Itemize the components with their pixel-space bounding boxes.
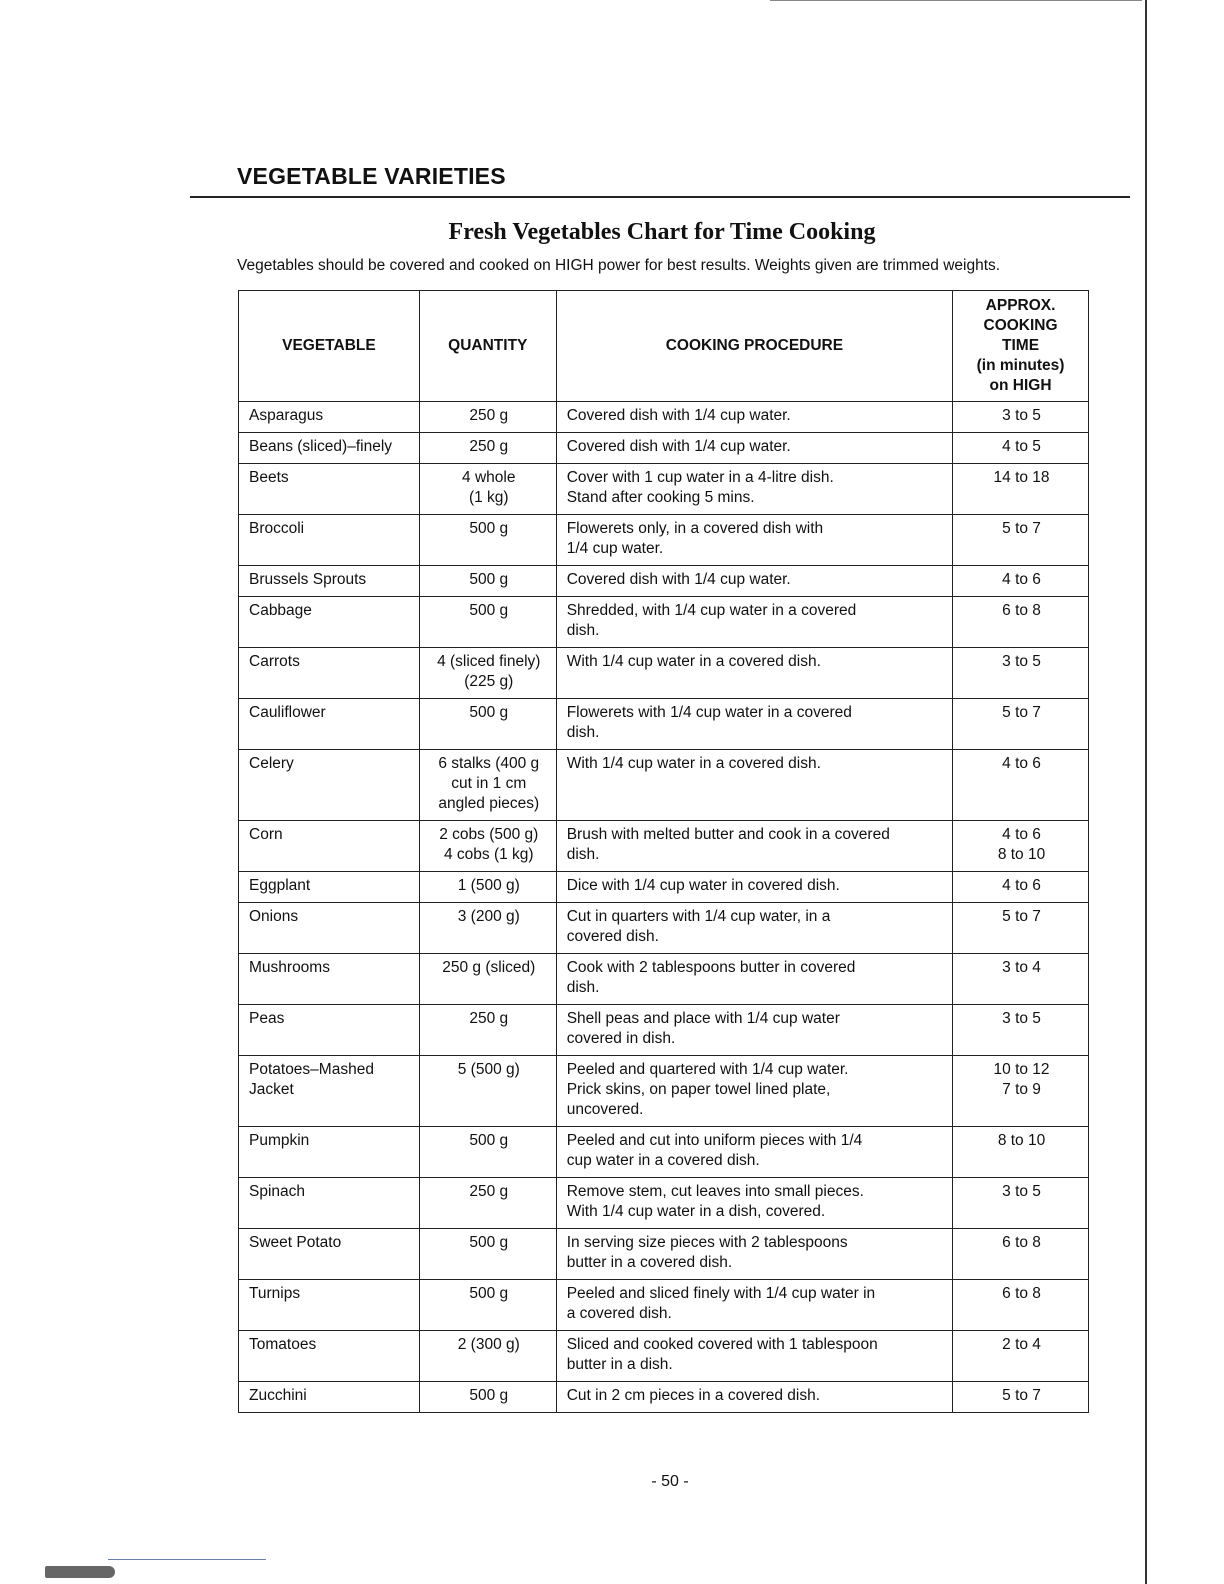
quantity-cell xyxy=(419,1178,556,1229)
quantity-cell xyxy=(419,903,556,954)
procedure-text: Cut in quarters with 1/4 cup water, in a covered dish. xyxy=(566,908,831,945)
vegetable-cell xyxy=(239,515,420,566)
time-text: 4 to 6 xyxy=(1002,571,1041,588)
procedure-cell xyxy=(556,464,952,515)
time-text: 6 to 8 xyxy=(1002,1234,1041,1251)
procedure-text: Shell peas and place with 1/4 cup water covered in dish. xyxy=(566,1010,840,1047)
vegetable-text: Broccoli xyxy=(249,520,305,537)
vegetable-cell xyxy=(239,1331,420,1382)
quantity-cell xyxy=(419,1127,556,1178)
table-row xyxy=(239,954,1089,1005)
table-row xyxy=(239,1056,1089,1127)
table-row xyxy=(239,903,1089,954)
quantity-cell xyxy=(419,1280,556,1331)
vegetable-text: Beans (sliced)–finely xyxy=(249,438,393,455)
time-cell xyxy=(953,1127,1089,1178)
section-title: VEGETABLE VARIETIES xyxy=(237,163,506,189)
vegetable-text: Sweet Potato xyxy=(249,1234,342,1251)
vegetable-cell xyxy=(239,1178,420,1229)
table-row xyxy=(239,872,1089,903)
time-text: 10 to 12 7 to 9 xyxy=(993,1061,1050,1098)
quantity-cell xyxy=(419,699,556,750)
vegetable-text: Carrots xyxy=(249,653,300,670)
procedure-text: Peeled and quartered with 1/4 cup water. Prick skins, on paper towel lined plate, uncovered. xyxy=(566,1061,849,1118)
vegetable-cell xyxy=(239,1056,420,1127)
procedure-text: Covered dish with 1/4 cup water. xyxy=(566,438,791,455)
quantity-text: 1 (500 g) xyxy=(457,877,520,894)
procedure-cell xyxy=(556,903,952,954)
procedure-cell xyxy=(556,433,952,464)
time-text: 3 to 5 xyxy=(1002,1010,1041,1027)
time-text: 4 to 5 xyxy=(1002,438,1041,455)
table-row xyxy=(239,402,1089,433)
time-cell xyxy=(953,872,1089,903)
time-cell xyxy=(953,1229,1089,1280)
quantity-cell xyxy=(419,464,556,515)
time-text: 3 to 4 xyxy=(1002,959,1041,976)
procedure-text: In serving size pieces with 2 tablespoons butter in a covered dish. xyxy=(566,1234,848,1271)
vegetable-text: Brussels Sprouts xyxy=(249,571,367,588)
vegetable-text: Asparagus xyxy=(249,407,324,424)
time-text: 5 to 7 xyxy=(1002,704,1041,721)
procedure-text: Remove stem, cut leaves into small pieces. With 1/4 cup water in a dish, covered. xyxy=(566,1183,864,1220)
time-text: 3 to 5 xyxy=(1002,653,1041,670)
table-row xyxy=(239,699,1089,750)
procedure-text: Covered dish with 1/4 cup water. xyxy=(566,407,791,424)
vegetable-cell xyxy=(239,1280,420,1331)
time-cell xyxy=(953,750,1089,821)
time-cell xyxy=(953,515,1089,566)
table-row xyxy=(239,1127,1089,1178)
quantity-text: 500 g xyxy=(469,1387,509,1404)
quantity-cell xyxy=(419,402,556,433)
time-text: 6 to 8 xyxy=(1002,1285,1041,1302)
table-row xyxy=(239,597,1089,648)
time-cell xyxy=(953,566,1089,597)
quantity-cell xyxy=(419,433,556,464)
quantity-text: 500 g xyxy=(469,704,509,721)
time-text: 4 to 6 xyxy=(1002,755,1041,772)
vegetable-text: Pumpkin xyxy=(249,1132,310,1149)
quantity-text: 500 g xyxy=(469,1132,509,1149)
vegetable-text: Cauliflower xyxy=(249,704,326,721)
vegetable-text: Corn xyxy=(249,826,283,843)
quantity-text: 250 g xyxy=(469,1183,509,1200)
vegetable-cell xyxy=(239,750,420,821)
time-cell xyxy=(953,648,1089,699)
quantity-text: 250 g xyxy=(469,1010,509,1027)
page-number: - 50 - xyxy=(651,1473,689,1490)
quantity-text: 2 cobs (500 g) 4 cobs (1 kg) xyxy=(439,826,539,863)
time-cell xyxy=(953,699,1089,750)
top-edge-rule xyxy=(770,0,1142,1)
table-row xyxy=(239,648,1089,699)
quantity-cell xyxy=(419,566,556,597)
vegetable-table xyxy=(238,290,1089,1413)
vegetable-text: Turnips xyxy=(249,1285,301,1302)
vegetable-cell xyxy=(239,1382,420,1413)
quantity-cell xyxy=(419,750,556,821)
procedure-cell xyxy=(556,566,952,597)
time-cell xyxy=(953,903,1089,954)
time-text: 5 to 7 xyxy=(1002,908,1041,925)
time-cell xyxy=(953,464,1089,515)
header-quantity: QUANTITY xyxy=(419,291,556,402)
procedure-text: Peeled and sliced finely with 1/4 cup water in a covered dish. xyxy=(566,1285,876,1322)
vegetable-cell xyxy=(239,872,420,903)
procedure-cell xyxy=(556,1178,952,1229)
table-row xyxy=(239,1382,1089,1413)
time-text: 4 to 6 xyxy=(1002,877,1041,894)
quantity-text: 500 g xyxy=(469,602,509,619)
vegetable-cell xyxy=(239,648,420,699)
time-cell xyxy=(953,821,1089,872)
procedure-text: Shredded, with 1/4 cup water in a covered dish. xyxy=(566,602,857,639)
procedure-cell xyxy=(556,597,952,648)
procedure-text: Cook with 2 tablespoons butter in covered dish. xyxy=(566,959,856,996)
table-row xyxy=(239,433,1089,464)
quantity-cell xyxy=(419,821,556,872)
table-row xyxy=(239,1178,1089,1229)
time-text: 4 to 6 8 to 10 xyxy=(997,826,1046,863)
procedure-text: Covered dish with 1/4 cup water. xyxy=(566,571,791,588)
procedure-text: Sliced and cooked covered with 1 tablespoon butter in a dish. xyxy=(566,1336,878,1373)
quantity-text: 250 g (sliced) xyxy=(442,959,536,976)
procedure-text: Peeled and cut into uniform pieces with 1/4 cup water in a covered dish. xyxy=(566,1132,863,1169)
scan-smudge xyxy=(45,1566,115,1578)
vegetable-cell xyxy=(239,954,420,1005)
time-text: 3 to 5 xyxy=(1002,407,1041,424)
vegetable-text: Celery xyxy=(249,755,294,772)
procedure-cell xyxy=(556,954,952,1005)
intro-text: Vegetables should be covered and cooked on HIGH power for best results. Weights given are trimmed weights. xyxy=(237,257,1001,274)
quantity-cell xyxy=(419,1229,556,1280)
vegetable-text: Eggplant xyxy=(249,877,311,894)
quantity-text: 500 g xyxy=(469,571,509,588)
quantity-text: 6 stalks (400 g cut in 1 cm angled pieces) xyxy=(438,755,540,812)
quantity-text: 5 (500 g) xyxy=(457,1061,520,1078)
procedure-cell xyxy=(556,402,952,433)
time-cell xyxy=(953,1056,1089,1127)
procedure-cell xyxy=(556,1005,952,1056)
procedure-cell xyxy=(556,821,952,872)
quantity-cell xyxy=(419,515,556,566)
header-vegetable: VEGETABLE xyxy=(239,291,420,402)
quantity-text: 4 (sliced finely) (225 g) xyxy=(437,653,541,690)
time-cell xyxy=(953,433,1089,464)
vegetable-cell xyxy=(239,566,420,597)
time-text: 5 to 7 xyxy=(1002,1387,1041,1404)
procedure-text: With 1/4 cup water in a covered dish. xyxy=(566,653,821,670)
quantity-text: 3 (200 g) xyxy=(457,908,520,925)
vegetable-cell xyxy=(239,433,420,464)
quantity-cell xyxy=(419,1005,556,1056)
time-cell xyxy=(953,1005,1089,1056)
procedure-cell xyxy=(556,1127,952,1178)
time-cell xyxy=(953,1331,1089,1382)
procedure-cell xyxy=(556,750,952,821)
time-text: 6 to 8 xyxy=(1002,602,1041,619)
quantity-text: 500 g xyxy=(469,1234,509,1251)
procedure-cell xyxy=(556,1280,952,1331)
chart-title: Fresh Vegetables Chart for Time Cooking xyxy=(448,219,876,245)
vegetable-text: Peas xyxy=(249,1010,285,1027)
quantity-cell xyxy=(419,597,556,648)
procedure-text: Flowerets with 1/4 cup water in a covered dish. xyxy=(566,704,852,741)
vegetable-text: Mushrooms xyxy=(249,959,330,976)
vegetable-cell xyxy=(239,1005,420,1056)
quantity-text: 500 g xyxy=(469,520,509,537)
time-cell xyxy=(953,954,1089,1005)
table-row xyxy=(239,1005,1089,1056)
quantity-cell xyxy=(419,648,556,699)
vegetable-cell xyxy=(239,1127,420,1178)
table-header-row xyxy=(239,291,1089,402)
quantity-text: 4 whole (1 kg) xyxy=(462,469,516,506)
quantity-cell xyxy=(419,872,556,903)
quantity-cell xyxy=(419,1331,556,1382)
vegetable-cell xyxy=(239,903,420,954)
vegetable-text: Zucchini xyxy=(249,1387,307,1404)
time-text: 2 to 4 xyxy=(1002,1336,1041,1353)
procedure-text: Brush with melted butter and cook in a covered dish. xyxy=(566,826,890,863)
procedure-cell xyxy=(556,1229,952,1280)
time-cell xyxy=(953,1280,1089,1331)
quantity-cell xyxy=(419,954,556,1005)
vegetable-text: Onions xyxy=(249,908,299,925)
procedure-text: Flowerets only, in a covered dish with 1/4 cup water. xyxy=(566,520,824,557)
vegetable-cell xyxy=(239,1229,420,1280)
vegetable-text: Potatoes–Mashed Jacket xyxy=(249,1061,374,1098)
procedure-cell xyxy=(556,1056,952,1127)
procedure-cell xyxy=(556,872,952,903)
time-text: 5 to 7 xyxy=(1002,520,1041,537)
time-cell xyxy=(953,597,1089,648)
header-procedure: COOKING PROCEDURE xyxy=(556,291,952,402)
table-row xyxy=(239,821,1089,872)
quantity-text: 250 g xyxy=(469,438,509,455)
table-row xyxy=(239,1229,1089,1280)
procedure-cell xyxy=(556,515,952,566)
time-text: 14 to 18 xyxy=(993,469,1050,486)
section-divider xyxy=(190,196,1130,198)
procedure-text: Cover with 1 cup water in a 4-litre dish. Stand after cooking 5 mins. xyxy=(566,469,834,506)
vegetable-cell xyxy=(239,464,420,515)
table-row xyxy=(239,750,1089,821)
procedure-text: With 1/4 cup water in a covered dish. xyxy=(566,755,821,772)
time-text: 8 to 10 xyxy=(997,1132,1046,1149)
time-text: 3 to 5 xyxy=(1002,1183,1041,1200)
vegetable-cell xyxy=(239,821,420,872)
procedure-text: Cut in 2 cm pieces in a covered dish. xyxy=(566,1387,821,1404)
procedure-cell xyxy=(556,1331,952,1382)
header-time: APPROX. COOKING TIME (in minutes) on HIGH xyxy=(953,291,1089,402)
procedure-cell xyxy=(556,1382,952,1413)
vegetable-text: Beets xyxy=(249,469,289,486)
vegetable-cell xyxy=(239,699,420,750)
procedure-text: Dice with 1/4 cup water in covered dish. xyxy=(566,877,840,894)
vegetable-text: Spinach xyxy=(249,1183,306,1200)
time-cell xyxy=(953,402,1089,433)
vegetable-cell xyxy=(239,402,420,433)
table-row xyxy=(239,515,1089,566)
scan-line xyxy=(108,1559,266,1560)
time-cell xyxy=(953,1382,1089,1413)
quantity-text: 500 g xyxy=(469,1285,509,1302)
time-cell xyxy=(953,1178,1089,1229)
quantity-cell xyxy=(419,1056,556,1127)
table-row xyxy=(239,1280,1089,1331)
table-row xyxy=(239,1331,1089,1382)
vegetable-text: Tomatoes xyxy=(249,1336,317,1353)
procedure-cell xyxy=(556,648,952,699)
table-row xyxy=(239,566,1089,597)
quantity-cell xyxy=(419,1382,556,1413)
table-row xyxy=(239,464,1089,515)
vegetable-text: Cabbage xyxy=(249,602,312,619)
vegetable-cell xyxy=(239,597,420,648)
procedure-cell xyxy=(556,699,952,750)
quantity-text: 250 g xyxy=(469,407,509,424)
quantity-text: 2 (300 g) xyxy=(457,1336,520,1353)
table-body xyxy=(239,402,1089,1413)
